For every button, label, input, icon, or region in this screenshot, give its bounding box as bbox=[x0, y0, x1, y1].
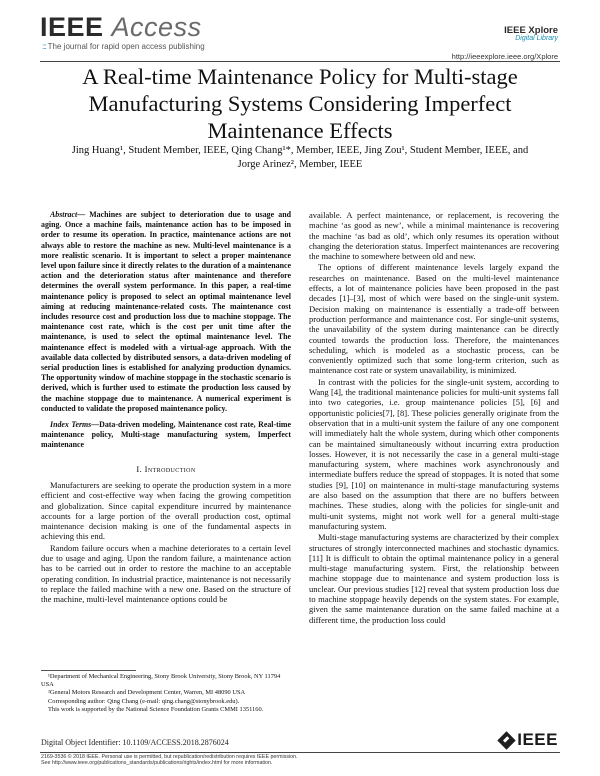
section-title: Introduction bbox=[144, 463, 196, 474]
paper-authors: Jing Huang¹, Student Member, IEEE, Qing Chang¹*, Member, IEEE, Jing Zou¹, Student Member, IEEE, and Jorge Arinez², Member, IEEE bbox=[71, 145, 529, 170]
index-terms bbox=[41, 420, 291, 451]
index-terms-text: —Data-driven modeling, Maintenance cost rate, Real-time maintenance policy, Multi-stage manufacturing system, Imperfect maintenance bbox=[41, 420, 291, 450]
abstract-label: Abstract bbox=[50, 210, 78, 219]
right-paragraph: Multi-stage manufacturing systems are characterized by their complex structures of strongly interconnected machines and stochastic dynamics. [11] It is difficult to obtain the optimal maintenance policy in a general multi-stage manufacturing system. First, the relationship between machine stoppage due to maintenance and system production loss is unclear. Our previous studies [12] reveal that system production loss due to machine stoppage heavily depends on the system states. For example, given the same maintenance duration on the same failed machine at a different time, the production loss could bbox=[309, 532, 559, 625]
footnote: ¹Department of Mechanical Engineering, Stony Brook University, Stony Brook, NY 11794 USA bbox=[41, 673, 281, 689]
doi: Digital Object Identifier: 10.1109/ACCESS.2018.2876024 bbox=[41, 738, 229, 747]
journal-logo-light: Access bbox=[111, 12, 202, 42]
footnote: This work is supported by the National Science Foundation Grants CMMI 1351160. bbox=[48, 705, 264, 713]
footer-text bbox=[41, 754, 461, 767]
header-rule bbox=[40, 61, 560, 62]
index-terms-label: Index Terms bbox=[50, 420, 92, 430]
footnote-rule bbox=[41, 670, 136, 671]
xplore-sub: Digital Library bbox=[515, 35, 558, 42]
right-paragraph: available. A perfect maintenance, or replacement, is recovering the machine ‘as good as new’, while a minimal maintenance is recovering the machine ‘as bad as old’, which only resumes its operation without changing the deterioration status. Imperfect maintenances are recovering the machine to somewhere between old and new. bbox=[309, 210, 559, 262]
xplore-logo bbox=[504, 25, 558, 42]
footnote: Corresponding author: Qing Chang (e-mail: qing.chang@stonybrook.edu). bbox=[48, 697, 240, 705]
xplore-name: IEEE Xplore bbox=[504, 25, 558, 36]
section-heading bbox=[41, 464, 291, 474]
section-number: I. bbox=[136, 463, 143, 474]
footer-line: See http://www.ieee.org/publications_standards/publications/rights/index.html for more information. bbox=[41, 760, 273, 767]
footnote: ²General Motors Research and Development Center, Warren, MI 48090 USA bbox=[48, 689, 246, 697]
paper-title: A Real-time Maintenance Policy for Multi-stage Manufacturing Systems Considering Imperfect Maintenance Effects bbox=[82, 64, 518, 143]
ieee-diamond-icon bbox=[498, 731, 516, 749]
left-column bbox=[41, 210, 291, 605]
ieee-logo bbox=[500, 730, 558, 750]
journal-logo-bold: IEEE bbox=[40, 12, 104, 42]
right-paragraph: In contrast with the policies for the single-unit system, according to Wang [4], the traditional maintenance policies for multi-unit systems fall into two categories, i.e. group maintenance policies [5], [6] and opportunistic policies[7], [8]. These policies generally originate from the observation that in a multi-unit system the failure of any one component will immediately halt the whole system, during which other components can be maintained simultaneously without incurring extra production losses. However, it is not necessarily the case in a general multi-stage manufacturing system, where machines work asynchronously and intermediate buffers reduce the spread of stoppages. It is noted that some studies [9], [10] on maintenance in multi-stage manufacturing systems are also based on the assumption that there are no buffers between machines. These studies, along with the policies for single-unit and multi-unit systems, might not work well for a general multi-stage manufacturing system. bbox=[309, 376, 559, 531]
footnotes bbox=[41, 670, 291, 714]
journal-tagline bbox=[42, 42, 205, 51]
footer-rule bbox=[40, 752, 560, 753]
journal-logo bbox=[40, 12, 202, 43]
dots-icon: ::: bbox=[42, 42, 46, 51]
abstract bbox=[41, 210, 291, 414]
abstract-text: — Machines are subject to deterioration due to usage and aging. Once a machine fails, maintenance action has to be imposed in order to resume its operation. In practice, maintenance actions are not always able to restore the machine as new. Multi-level maintenance is a more realistic scenario. It is important to select a proper maintenance level upon failure since it directly relates to the duration of a maintenance action and the deterioration status after maintenance and therefore determines the overall system performance. In this paper, a real-time maintenance policy is proposed to select an optimal maintenance level aiming at reducing maintenance-related costs. The maintenance cost includes resource cost and production loss due to machine stoppage. The maintenance cost rate, which is the cost per unit time after the maintenance, is used to select the optimal maintenance level. The maintenance effect is modeled with a virtual-age approach. With the available data collected by distributed sensors, a data-driven modeling of serial production lines is established for analyzing production dynamics. The opportunity window of machine stoppage in the stochastic scenario is derived, which is further used to estimate the production loss caused by the machine stoppage due to maintenance. A numerical experiment is conducted to validate the proposed maintenance policy. bbox=[41, 210, 291, 413]
right-column bbox=[309, 210, 559, 625]
tagline-text: The journal for rapid open access publishing bbox=[47, 42, 205, 51]
ieee-logo-text: IEEE bbox=[517, 730, 558, 749]
left-paragraph: Random failure occurs when a machine deteriorates to a certain level due to usage and aging. Upon the random failure, a maintenance action has to be carried out in order to restore the machine to an acceptable operating condition. In industrial practice, maintenance is not necessarily to replace the failed machine with a new one. Based on the structure of the machine, multi-level maintenance options could be bbox=[41, 542, 291, 605]
right-paragraph: The options of different maintenance levels largely expand the researches on maintenance. Based on the multi-level maintenance effects, a lot of maintenance policies have been proposed in the past decades [1]–[3], most of which were based on the single-unit system. Decision making on maintenance is essentially a trade-off between production performance and maintenance cost. For single-unit systems, the unavailability of the system during maintenance can be directly counted towards the production loss. Therefore, the maintenances scheduling, which is modeled as a stochastic process, can be conveniently optimized such that some long-term criterion, such as maintenance cost rate or system unavailability, is minimized. bbox=[309, 262, 559, 376]
left-paragraph: Manufacturers are seeking to operate the production system in a more efficient and cost-effective way when facing the growing competition and globalization. Since capital expenditure incurred by maintenance accounts for a large portion of the overall production cost, optimal maintenance decision making is one of the fundamental aspects in achieving this end. bbox=[41, 479, 291, 542]
header-url[interactable]: http://ieeexplore.ieee.org/Xplore bbox=[451, 52, 558, 61]
footer-line: 2169-3536 © 2018 IEEE. Personal use is permitted, but republication/redistribution requires IEEE permission. bbox=[41, 754, 298, 760]
